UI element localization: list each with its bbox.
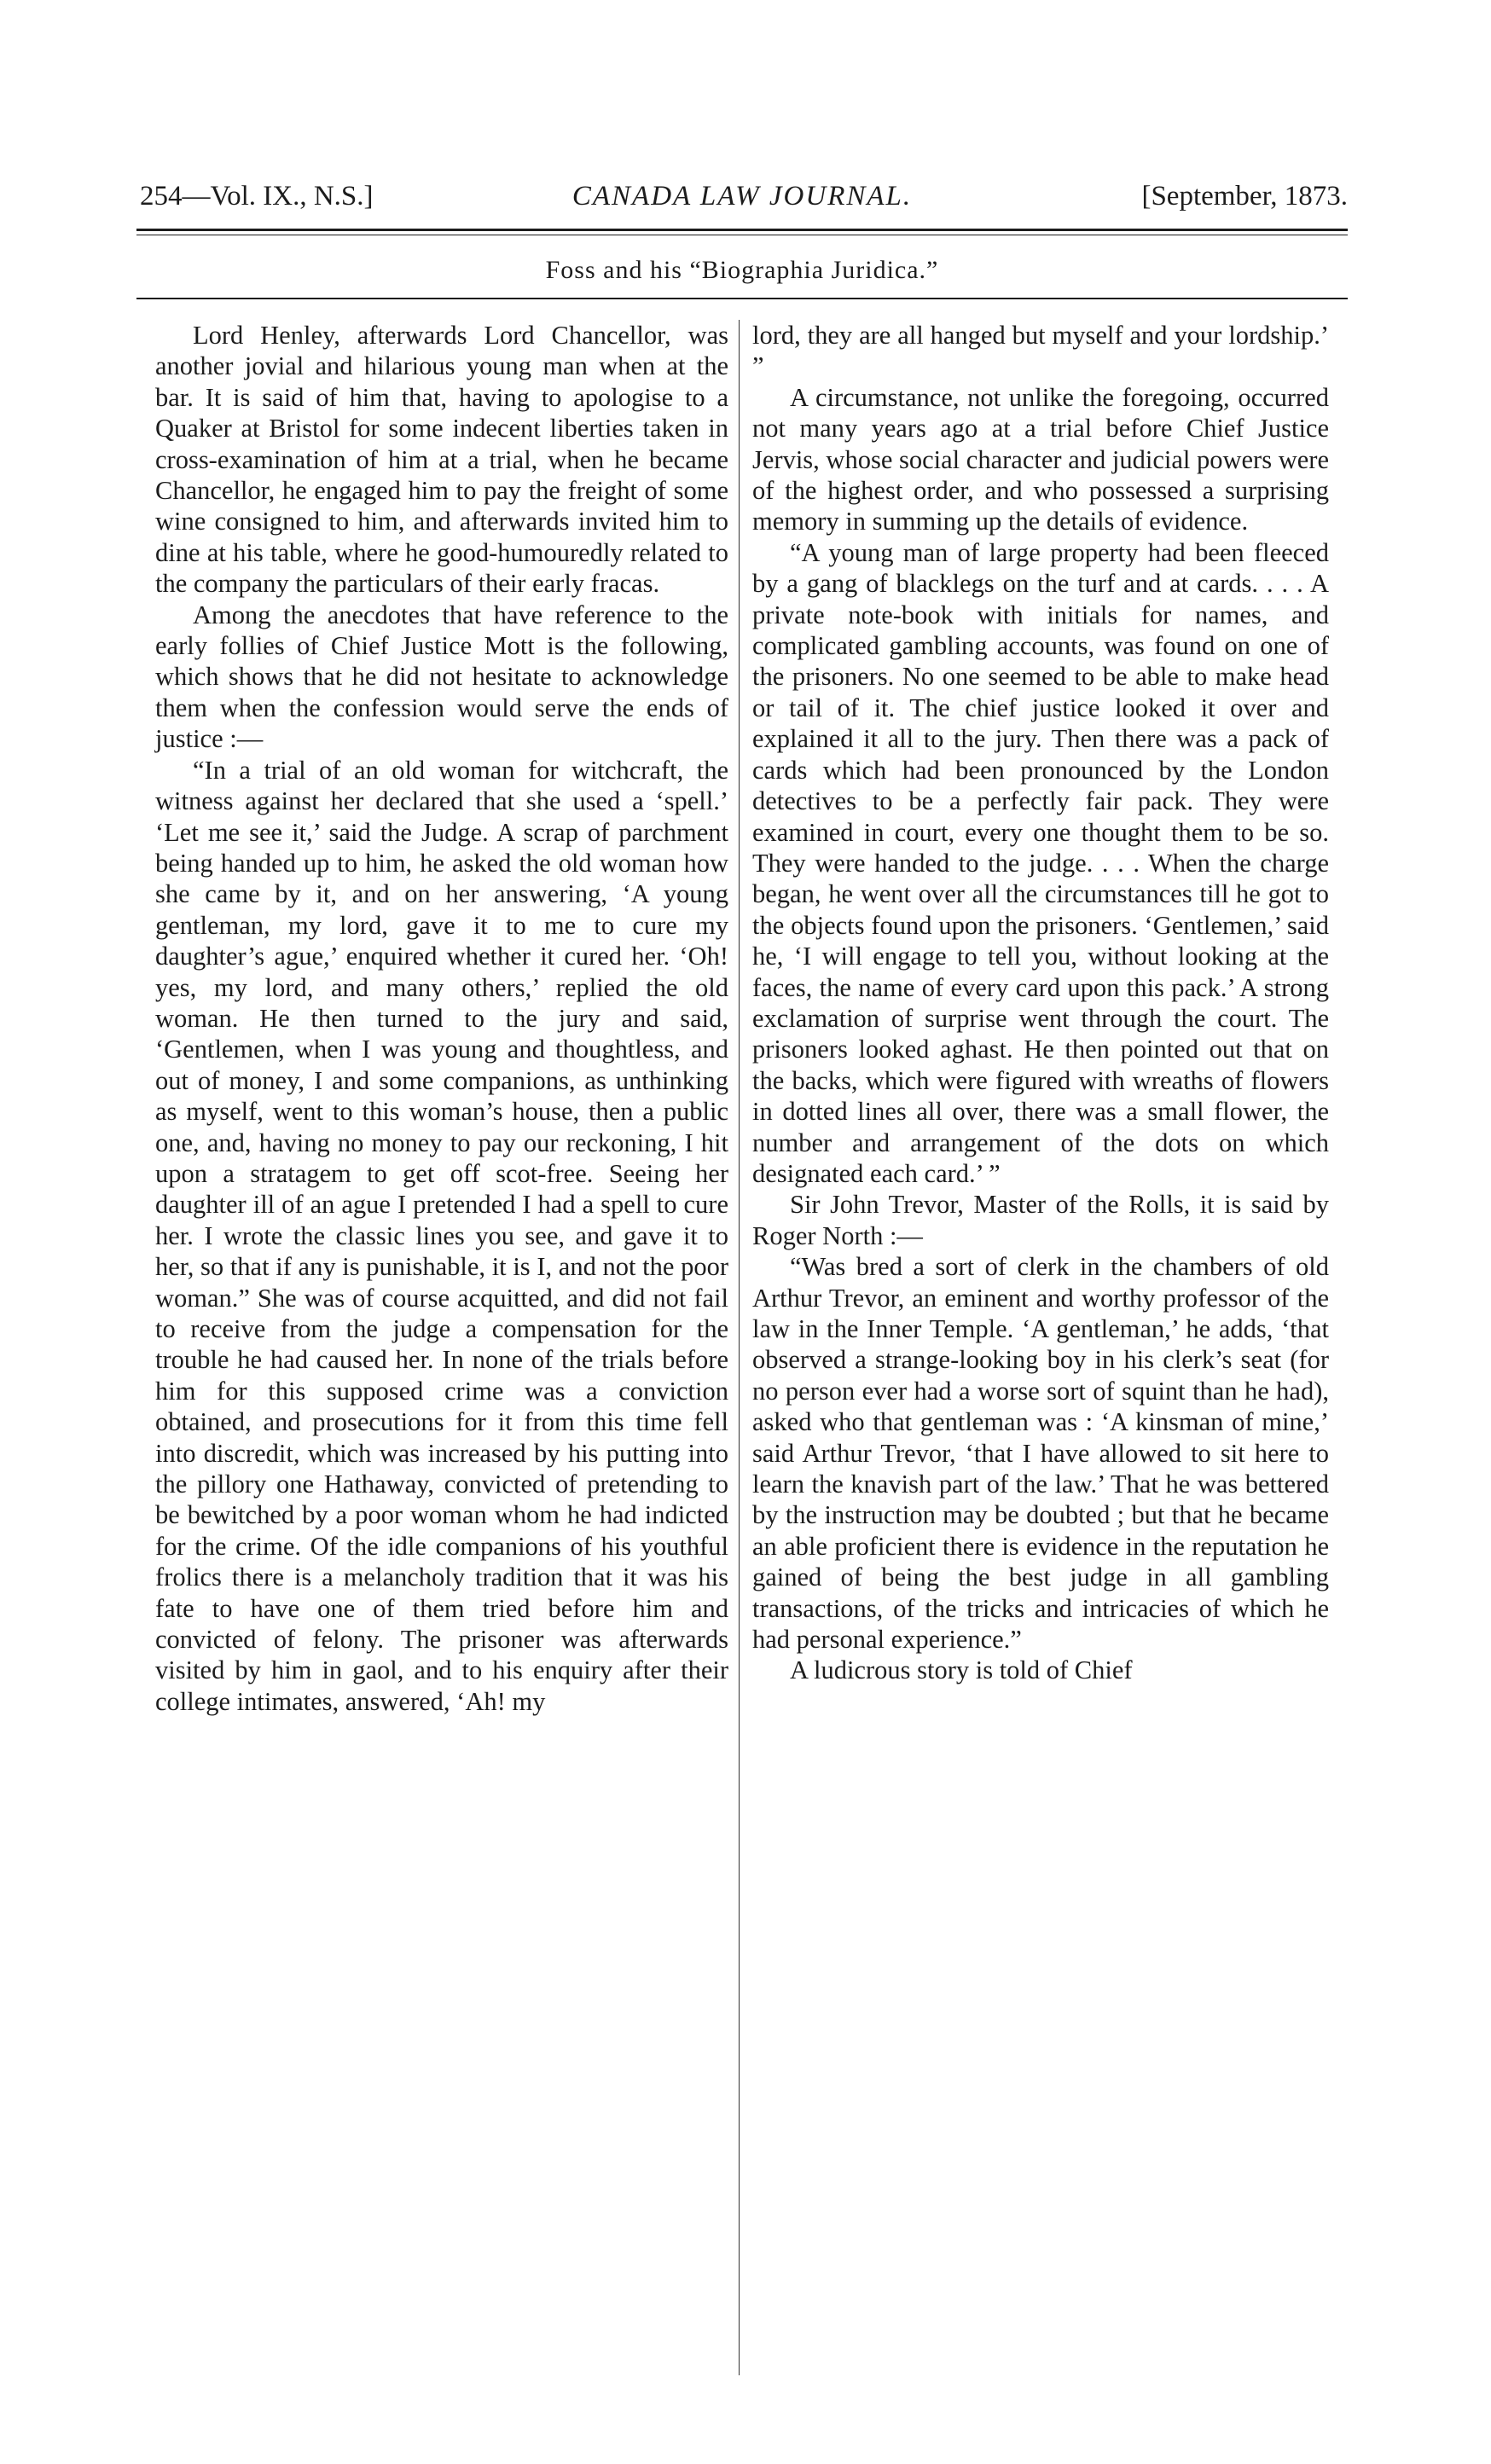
paragraph-roger-north-quote: “Was bred a sort of clerk in the chambers of old Arthur Trevor, an eminent and worthy professor of the law in the Inner Temple. ‘A gentleman,’ he adds, ‘that observed a strange-looking boy in his clerk’s seat (for no person ever had a worse sort of squint than he had), asked who that gentleman was : ‘A kinsman of mine,’ said Arthur Trevor, ‘that I have allowed to sit here to learn the knavish part of the law.’ That he was bettered by the instruction may be doubted ; but that he became an able proficient there is evidence in the reputation he gained of being the best judge in all gambling transactions, of the tricks and intricacies of which he had personal experience.” xyxy=(752,1252,1329,1655)
section-rule xyxy=(136,298,1348,299)
paragraph-gambling-case: “A young man of large property had been fleeced by a gang of blacklegs on the turf and at cards. . . . A private note-book with initials for names, and complicated gambling accounts, was found on one of the prisoners. No one seemed to be able to make head or tail of it. The chief justice looked it over and explained it all to the jury. Then there was a pack of cards which had been pronounced by the London detectives to be a perfectly fair pack. They were examined in court, every one thought them to be so. They were handed to the judge. . . . When the charge began, he went over all the circumstances till he got to the objects found upon the prisoners. ‘Gentlemen,’ said he, ‘I will engage to tell you, without looking at the faces, the name of every card upon this pack.’ A strong exclamation of surprise went through the court. The prisoners looked aghast. He then pointed out that on the backs, which were figured with wreaths of flowers in dotted lines all over, there was a small flower, the number and arrangement of the dots on which designated each card.’ ” xyxy=(752,537,1329,1188)
paragraph-witchcraft-trial: “In a trial of an old woman for witchcraft, the witness against her declared that she used a ‘spell.’ ‘Let me see it,’ said the Judge. A scrap of parchment being handed up to him, he asked the old woman how she came by it, and on her answering, ‘A young gentleman, my lord, gave it to me to cure my daughter’s ague,’ enquired whether it cured her. ‘Oh! yes, my lord, and many others,’ replied the old woman. He then turned to the jury and said, ‘Gentlemen, when I was young and thoughtless, and out of money, I and some companions, as unthinking as myself, went to this woman’s house, then a public one, and, having no money to pay our reckoning, I hit upon a stratagem to get off scot-free. Seeing her daughter ill of an ague I pretended I had a spell to cure her. I wrote the classic lines you see, and gave it to her, so that if any is punishable, it is I, and not the poor woman.” She was of course acquitted, and did not fail to receive from the judge a compensation for the trouble he had caused her. In none of the trials before him for this supposed crime was a conviction obtained, and prosecutions for it from this time fell into discredit, which was increased by his putting into the pillory one Hathaway, convicted of pretending to be bewitched by a poor woman whom he had indicted for the crime. Of the idle companions of his youthful frolics there is a melancholy tradition that it was his fate to have one of them tried before him and convicted of felony. The prisoner was afterwards visited by him in gaol, and to his enquiry after their college intimates, answered, ‘Ah! my xyxy=(155,755,728,1716)
header-double-rule xyxy=(136,229,1348,231)
right-column xyxy=(752,320,1329,1686)
text-columns xyxy=(136,320,1348,2384)
paragraph-chief-justice-mott: Among the anecdotes that have reference to the early follies of Chief Justice Mott is the following, which shows that he did not hesitate to acknowledge them when the confession would serve the ends of justice :— xyxy=(155,600,728,754)
left-column xyxy=(155,320,728,1717)
journal-page xyxy=(136,171,1348,2384)
journal-title: CANADA LAW JOURNAL. xyxy=(571,181,913,212)
running-head xyxy=(136,171,1348,222)
paragraph-ludicrous-story: A ludicrous story is told of Chief xyxy=(790,1655,1133,1685)
paragraph-lord-henley: Lord Henley, afterwards Lord Chancellor, was another jovial and hilarious young man when at the bar. It is said of him that, having to apologise to a Quaker at Bristol for some indecent liberties taken in cross-examination of him at a trial, when he became Chancellor, he engaged him to pay the freight of some wine consigned to him, and afterwards invited him to dine at his table, where he good-humouredly related to the company the particulars of their early fracas. xyxy=(155,321,728,599)
paragraph-sir-john-trevor: Sir John Trevor, Master of the Rolls, it is said by Roger North :— xyxy=(752,1190,1329,1250)
page-reference: 254—Vol. IX., N.S.] xyxy=(140,181,374,212)
issue-date: [September, 1873. xyxy=(1141,181,1348,212)
paragraph-chief-justice-jervis: A circumstance, not unlike the foregoing, occurred not many years ago at a trial before Chief Justice Jervis, whose social character and judicial powers were of the highest order, and who possessed a surprising memory in summing up the details of evidence. xyxy=(752,382,1329,536)
section-title: Foss and his “Biographia Juridica.” xyxy=(545,256,939,284)
column-divider xyxy=(739,320,740,2375)
paragraph-continued-quote: lord, they are all hanged but myself and your lordship.’ ” xyxy=(752,321,1329,381)
